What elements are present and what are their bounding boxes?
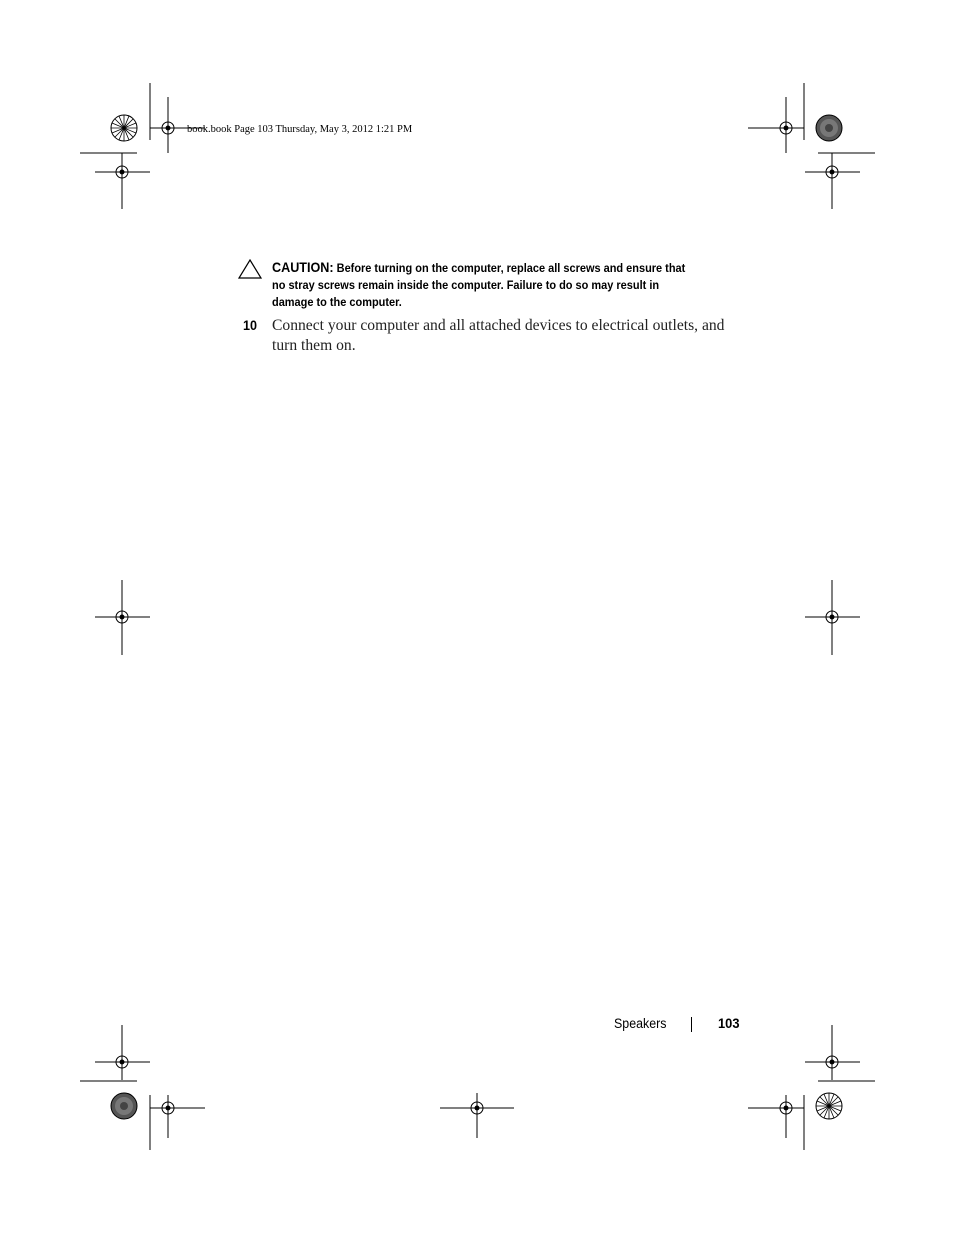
color-wheel-bottom-left — [111, 1093, 137, 1119]
caution-triangle-icon — [238, 259, 262, 279]
color-wheel-top-right — [816, 115, 842, 141]
registration-mark-top-right — [748, 83, 875, 209]
print-slug-header: book.book Page 103 Thursday, May 3, 2012 1:21 PM — [187, 124, 413, 135]
footer-page-number: 103 — [718, 1015, 740, 1031]
registration-mark-bottom-left — [80, 1025, 205, 1150]
footer-divider — [691, 1017, 692, 1032]
registration-mark-bottom-right — [748, 1025, 875, 1150]
registration-mark-bottom-center — [440, 1093, 514, 1138]
step-number: 10 — [243, 317, 258, 333]
caution-notice — [272, 259, 695, 311]
step-text: Connect your computer and all attached devices to electrical outlets, and turn them on. — [272, 317, 725, 354]
color-wheel-top-left — [111, 115, 137, 141]
color-wheel-bottom-right — [816, 1093, 842, 1119]
caution-label: CAUTION: — [272, 259, 334, 275]
footer-section-title: Speakers — [614, 1016, 667, 1031]
caution-body: Before turning on the computer, replace all screws and ensure that no stray screws remain inside the computer. Failure to do so may result in damage to the computer. — [272, 261, 686, 309]
registration-mark-top-left — [80, 83, 205, 209]
